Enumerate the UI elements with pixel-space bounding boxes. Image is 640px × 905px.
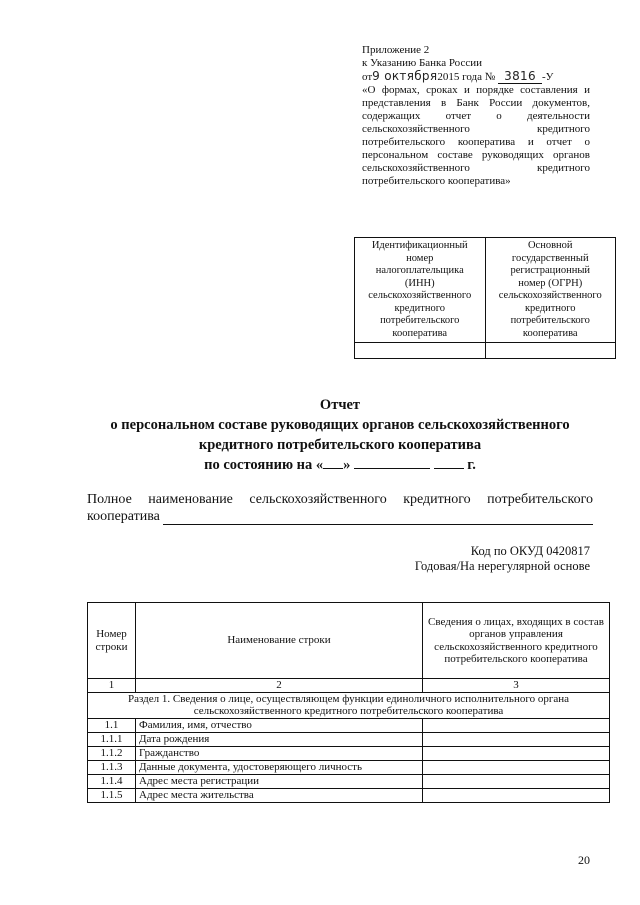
row-number: 1.1.2 [88, 746, 136, 760]
appendix-desc-line: представления в Банк России документов, [362, 97, 590, 109]
row-name: Адрес места жительства [136, 788, 423, 802]
section-heading-row [88, 692, 610, 718]
ogrn-value-cell[interactable] [485, 343, 616, 359]
row-name: Адрес места регистрации [136, 774, 423, 788]
appendix-desc-line: сельскохозяйственного кредитного [362, 162, 590, 174]
column-number-row [88, 679, 610, 693]
table-row [88, 788, 610, 802]
ogrn-header-line: государственный [511, 252, 589, 264]
column-number: 2 [136, 679, 423, 693]
appendix-desc-line: сельскохозяйственного кредитного [362, 123, 590, 135]
date-suffix: 2015 года № [437, 71, 496, 83]
year-blank[interactable] [434, 468, 464, 469]
report-title-line2: о персональном составе руководящих органов сельскохозяйственного [110, 417, 570, 433]
table-row [88, 718, 610, 732]
inn-header-line: кооператива [392, 327, 448, 339]
row-name: Гражданство [136, 746, 423, 760]
appendix-header [362, 44, 590, 188]
row-value-cell[interactable] [423, 718, 610, 732]
page-number: 20 [578, 853, 590, 867]
appendix-desc-line: персональном составе руководящих органов [362, 149, 590, 161]
table-row [88, 732, 610, 746]
report-date-mid: » [343, 457, 351, 473]
row-number: 1.1.4 [88, 774, 136, 788]
ogrn-header-line: кооператива [522, 327, 578, 339]
report-date-suffix: г. [467, 457, 476, 473]
header-row-number: Номер строки [88, 603, 136, 679]
column-number: 1 [88, 679, 136, 693]
day-blank[interactable] [323, 468, 343, 469]
row-name: Данные документа, удостоверяющего личность [136, 760, 423, 774]
okud-block [415, 544, 590, 574]
handwritten-number: 3816 [498, 70, 542, 84]
number-suffix: -У [542, 71, 554, 83]
full-name-label: Полное наименование сельскохозяйственного кредитного потребительского [87, 492, 593, 507]
date-prefix: от [362, 71, 373, 83]
row-number: 1.1.3 [88, 760, 136, 774]
persons-table [87, 602, 610, 803]
inn-header-line: сельскохозяйственного [368, 290, 472, 301]
table-header-row [88, 603, 610, 679]
report-date-line [60, 455, 620, 475]
ogrn-header-cell [485, 238, 616, 343]
inn-header-line: (ИНН) [404, 277, 435, 289]
id-numbers-table [354, 237, 616, 359]
row-value-cell[interactable] [423, 774, 610, 788]
table-row [88, 760, 610, 774]
id-table-value-row [355, 343, 616, 359]
appendix-desc-line: потребительского кооператива и отчет о [362, 136, 590, 148]
id-table-header-row [355, 238, 616, 343]
inn-header-line: налогоплательщика [375, 265, 464, 276]
column-number: 3 [423, 679, 610, 693]
appendix-date-line [362, 70, 590, 84]
row-number: 1.1.1 [88, 732, 136, 746]
section1-heading: Раздел 1. Сведения о лице, осуществляющем функции единоличного исполнительного органа сельскохозяйственного кредитного потребительского кооператива [88, 692, 610, 718]
handwritten-date: 9 октября [372, 69, 438, 83]
ogrn-header-line: кредитного [524, 302, 576, 314]
inn-header-line: номер [406, 252, 434, 264]
row-number: 1.1.5 [88, 788, 136, 802]
report-title-line3: кредитного потребительского кооператива [198, 437, 482, 453]
full-name-label-cont: кооператива [87, 509, 160, 524]
inn-header-cell [355, 238, 486, 343]
inn-value-cell[interactable] [355, 343, 486, 359]
report-date-prefix: по состоянию на « [204, 457, 324, 473]
row-value-cell[interactable] [423, 746, 610, 760]
full-name-field[interactable] [163, 510, 593, 525]
appendix-desc-line: «О формах, сроках и порядке составления и [362, 84, 590, 96]
ogrn-header-line: номер (ОГРН) [518, 277, 583, 289]
full-name-section [87, 491, 593, 525]
report-periodicity: Годовая/На нерегулярной основе [414, 559, 590, 573]
row-value-cell[interactable] [423, 788, 610, 802]
ogrn-header-line: сельскохозяйственного [498, 290, 602, 301]
row-value-cell[interactable] [423, 760, 610, 774]
row-name: Дата рождения [136, 732, 423, 746]
header-row-name: Наименование строки [136, 603, 423, 679]
okud-code: Код по ОКУД 0420817 [470, 544, 590, 558]
ogrn-header-line: регистрационный [510, 265, 591, 276]
inn-header-line: потребительского [380, 315, 460, 326]
row-number: 1.1 [88, 718, 136, 732]
header-persons-info: Сведения о лицах, входящих в состав органов управления сельскохозяйственного кредитного потребительского кооператива [423, 603, 610, 679]
appendix-reference: к Указанию Банка России [362, 57, 482, 69]
appendix-desc-line: содержащих отчет о деятельности [362, 110, 590, 122]
full-name-row [87, 508, 593, 525]
row-name: Фамилия, имя, отчество [136, 718, 423, 732]
row-value-cell[interactable] [423, 732, 610, 746]
ogrn-header-line: потребительского [510, 315, 590, 326]
table-row [88, 746, 610, 760]
table-row [88, 774, 610, 788]
report-title [60, 395, 620, 475]
inn-header-line: Идентификационный [371, 240, 468, 251]
inn-header-line: кредитного [394, 302, 446, 314]
ogrn-header-line: Основной [527, 240, 573, 251]
report-title-line1: Отчет [319, 397, 361, 413]
month-blank[interactable] [354, 468, 430, 469]
appendix-desc-line: потребительского кооператива» [362, 175, 511, 187]
appendix-title: Приложение 2 [362, 44, 430, 56]
